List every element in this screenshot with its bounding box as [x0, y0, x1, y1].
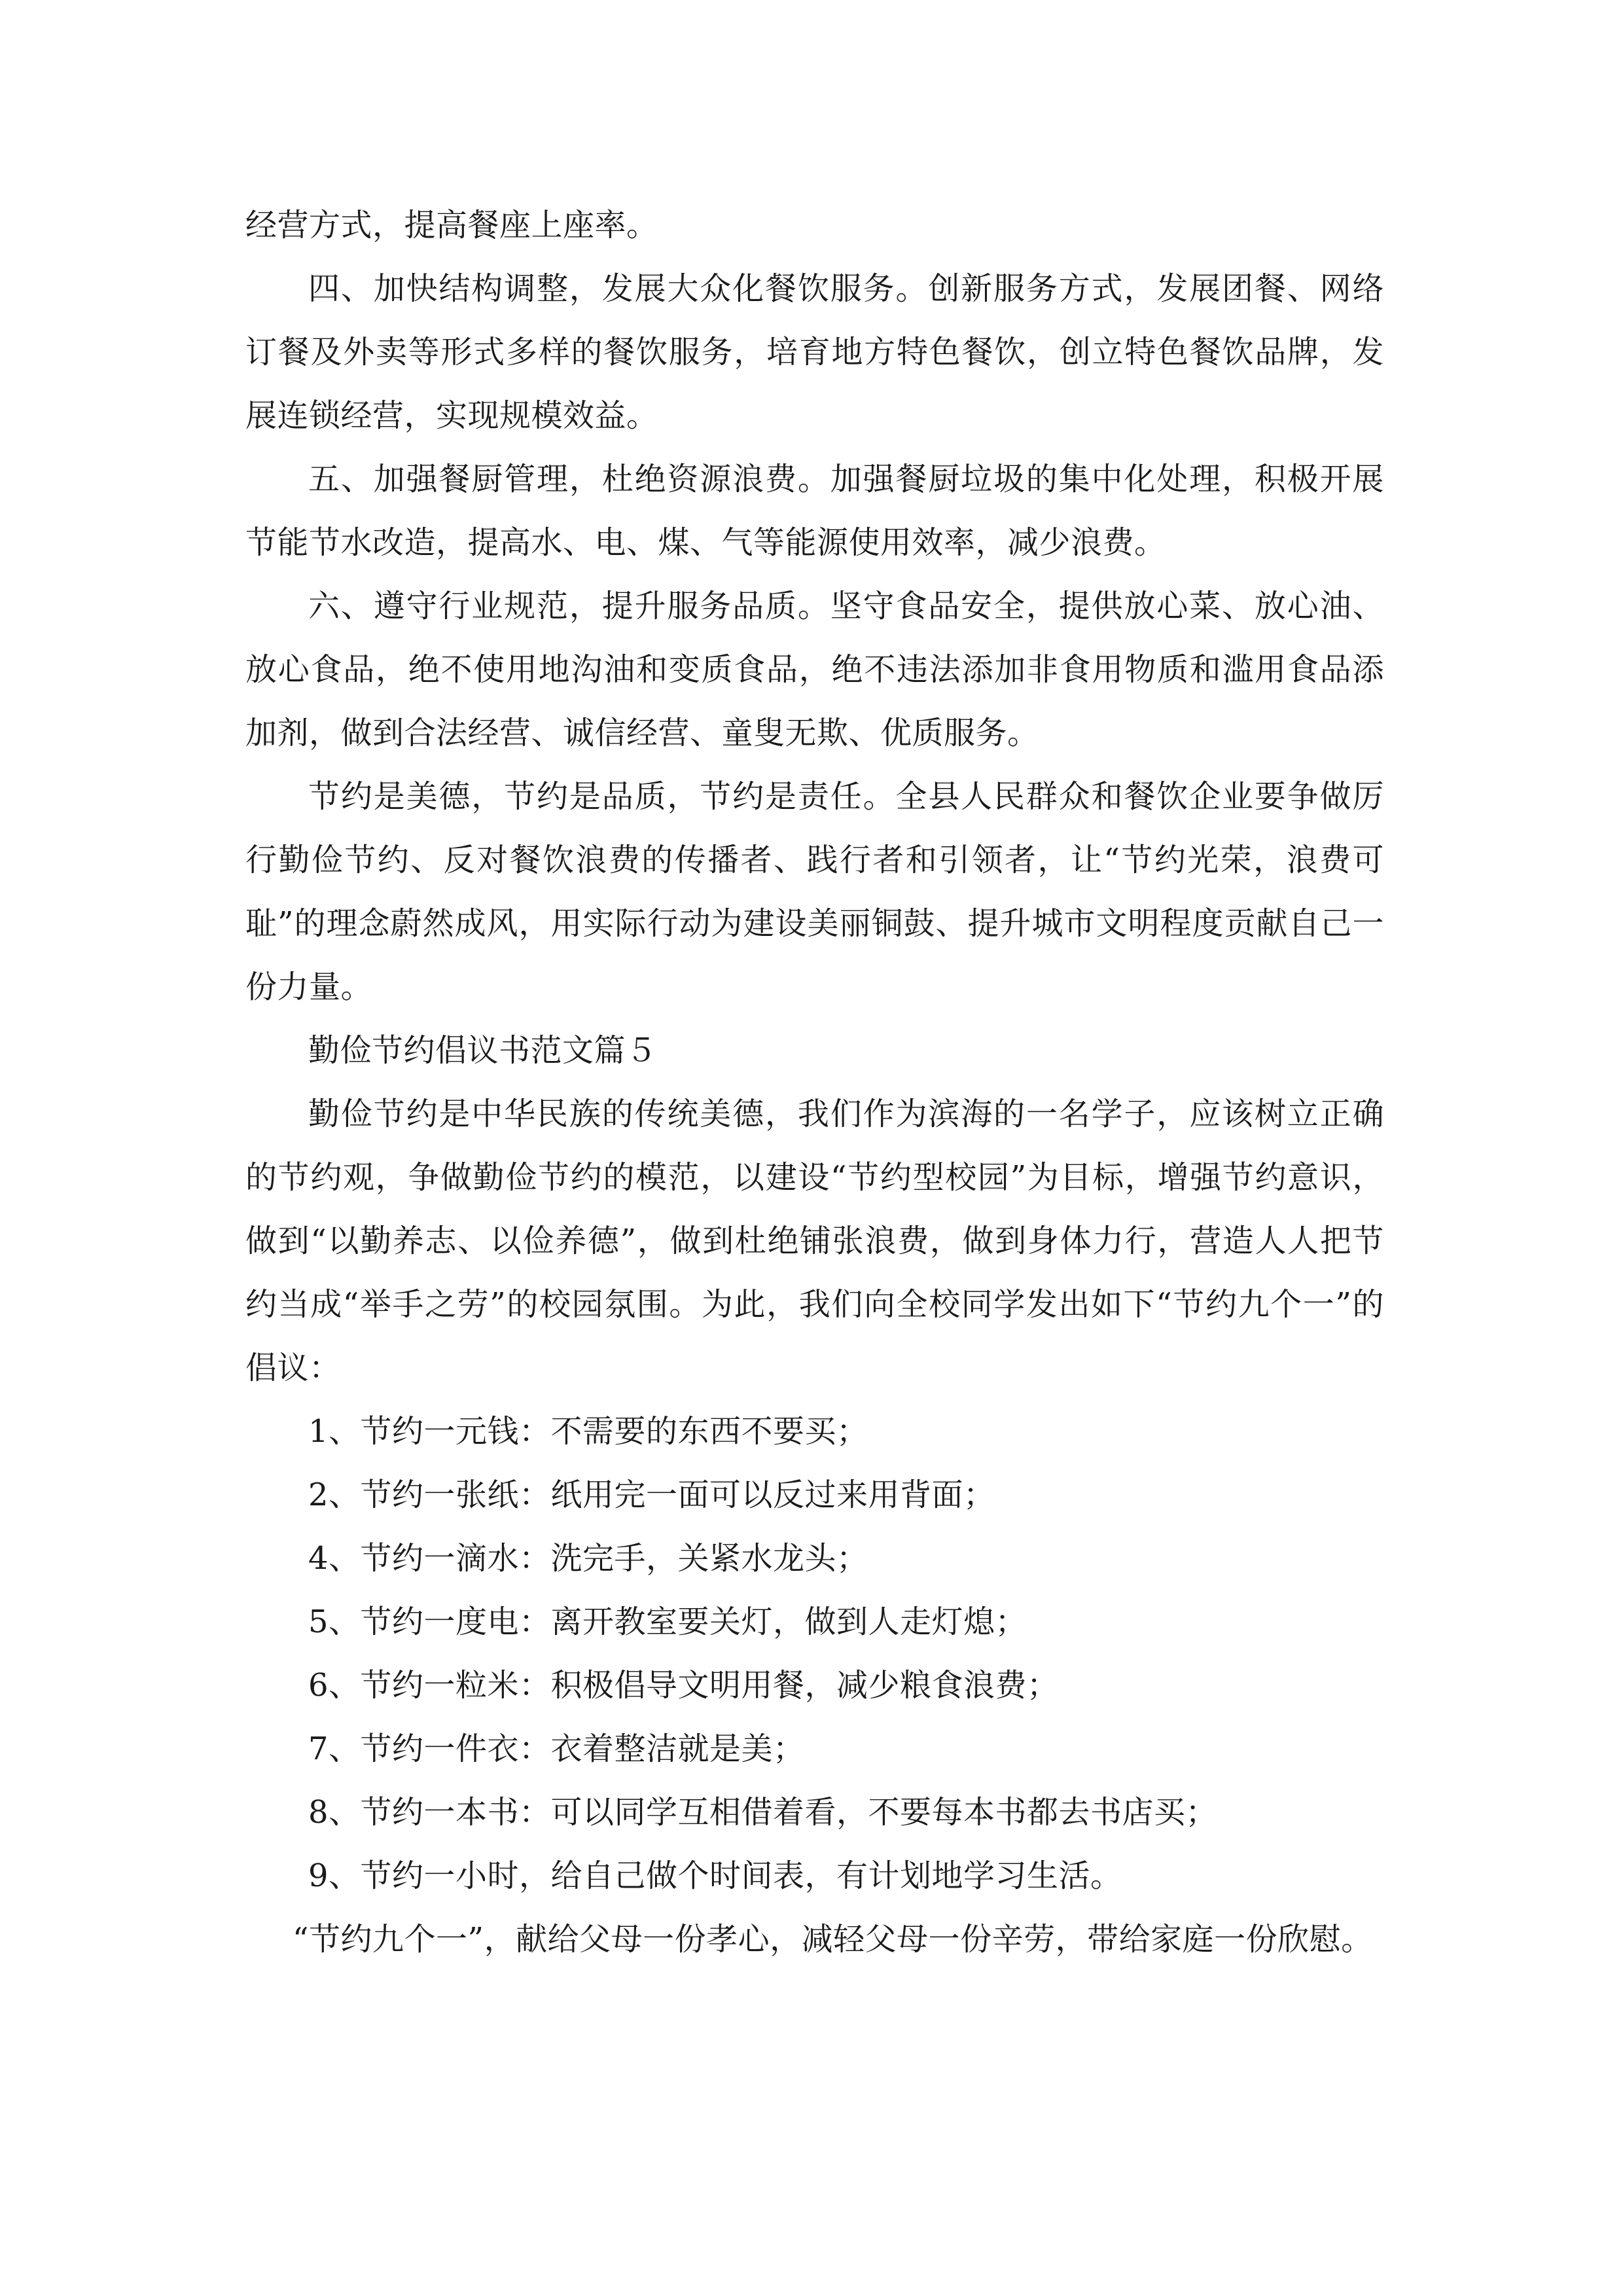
- paragraph-intro: 勤俭节约是中华民族的传统美德，我们作为滨海的一名学子，应该树立正确的节约观，争做勤俭节约的模范，以建设“节约型校园”为目标，增强节约意识，做到“以勤养志、以俭养德”，做到杜绝铺张浪费，做到身体力行，营造人人把节约当成“举手之劳”的校园氛围。为此，我们向全校同学发出如下“节约九个一”的倡议：: [245, 1096, 1384, 1386]
- paragraph-continuation: 经营方式，提高餐座上座率。: [245, 207, 658, 243]
- list-item: 9、节约一小时，给自己做个时间表，有计划地学习生活。: [308, 1857, 1122, 1894]
- list-item: 5、节约一度电：离开教室要关灯，做到人走灯熄；: [308, 1604, 1027, 1640]
- paragraph-closing: “节约九个一”，献给父母一份孝心，减轻父母一份辛劳，带给家庭一份欣慰。: [293, 1921, 1373, 1958]
- section-heading: 勤俭节约倡议书范文篇５: [308, 1032, 658, 1069]
- list-item: 7、节约一件衣：衣着整洁就是美；: [308, 1731, 805, 1767]
- paragraph-conclusion: 节约是美德，节约是品质，节约是责任。全县人民群众和餐饮企业要争做厉行勤俭节约、反对餐饮浪费的传播者、践行者和引领者，让“节约光荣，浪费可耻”的理念蔚然成风，用实际行动为建设美丽铜鼓、提升城市文明程度贡献自己一份力量。: [245, 778, 1384, 1005]
- paragraph-point-four: 四、加快结构调整，发展大众化餐饮服务。创新服务方式，发展团餐、网络订餐及外卖等形式多样的餐饮服务，培育地方特色餐饮，创立特色餐饮品牌，发展连锁经营，实现规模效益。: [245, 270, 1384, 434]
- paragraph-point-six: 六、遵守行业规范，提升服务品质。坚守食品安全，提供放心菜、放心油、放心食品，绝不使用地沟油和变质食品，绝不违法添加非食用物质和滥用食品添加剂，做到合法经营、诚信经营、童叟无欺、优质服务。: [245, 588, 1384, 751]
- document-body: [245, 194, 1384, 1971]
- list-item: 6、节约一粒米：积极倡导文明用餐，减少粮食浪费；: [308, 1667, 1059, 1704]
- list-item: 8、节约一本书：可以同学互相借着看，不要每本书都去书店买；: [308, 1794, 1218, 1831]
- list-item: 4、节约一滴水：洗完手，关紧水龙头；: [308, 1540, 868, 1577]
- paragraph-point-five: 五、加强餐厨管理，杜绝资源浪费。加强餐厨垃圾的集中化处理，积极开展节能节水改造，提高水、电、煤、气等能源使用效率，减少浪费。: [245, 461, 1384, 561]
- list-item: 2、节约一张纸：纸用完一面可以反过来用背面；: [308, 1477, 995, 1513]
- list-item: 1、节约一元钱：不需要的东西不要买；: [308, 1413, 868, 1450]
